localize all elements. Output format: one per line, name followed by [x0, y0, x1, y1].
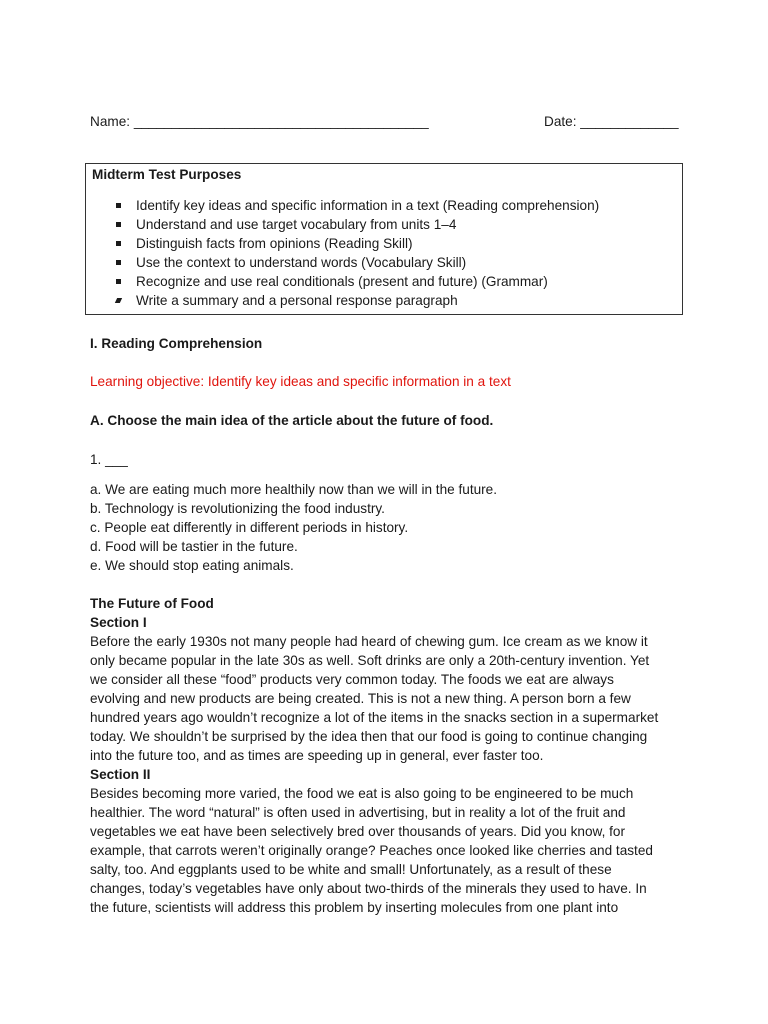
purpose-item: Use the context to understand words (Vocabulary Skill) — [86, 253, 682, 272]
article-line: today. We shouldn’t be surprised by the idea then that our food is going to continue changing — [90, 729, 648, 744]
article-line: changes, today’s vegetables have only about two-thirds of the minerals they used to have. In — [90, 881, 647, 896]
article-line: salty, too. And eggplants used to be white and small! Unfortunately, as a result of these — [90, 862, 612, 877]
square-bullet-icon — [116, 241, 121, 246]
question-a: A. Choose the main idea of the article about the future of food. — [90, 413, 494, 428]
article-line: into the future too, and as times are speeding up in general, ever faster too. — [90, 748, 544, 763]
square-bullet-icon — [116, 203, 121, 208]
article-line: evolving and new products are being created. This is not a new thing. A person born a few — [90, 691, 631, 706]
header-row — [90, 112, 686, 132]
article-line: the future, scientists will address this problem by inserting molecules from one plant into — [90, 900, 619, 915]
article-line: we consider all these “food” products very common today. The foods we eat are always — [90, 672, 614, 687]
square-bullet-icon — [116, 279, 121, 284]
article-line: Besides becoming more varied, the food we eat is also going to be engineered to be much — [90, 786, 634, 801]
section-ii-heading: Section II — [90, 767, 151, 782]
article-line: vegetables we eat have been selectively bred over thousands of years. Did you know, for — [90, 824, 626, 839]
article-line: hundred years ago wouldn’t recognize a lot of the items in the snacks section in a supermarket — [90, 710, 659, 725]
purposes-title: Midterm Test Purposes — [92, 167, 242, 182]
option-item: b. Technology is revolutionizing the food industry. — [90, 501, 385, 516]
article-line: example, that carrots weren’t originally orange? Peaches once looked like cherries and tasted — [90, 843, 653, 858]
date-field[interactable]: Date: _____________ — [544, 114, 679, 129]
purpose-item: Distinguish facts from opinions (Reading Skill) — [86, 234, 682, 253]
purposes-box — [85, 163, 683, 315]
section-i-heading: Section I — [90, 615, 147, 630]
article-title: The Future of Food — [90, 596, 214, 611]
square-bullet-icon — [115, 298, 122, 303]
option-item: e. We should stop eating animals. — [90, 558, 294, 573]
article-line: healthier. The word “natural” is often used in advertising, but in reality a lot of the fruit and — [90, 805, 626, 820]
article — [90, 594, 680, 917]
square-bullet-icon — [116, 222, 121, 227]
learning-objective: Learning objective: Identify key ideas and specific information in a text — [90, 374, 511, 389]
option-item: a. We are eating much more healthily now than we will in the future. — [90, 482, 498, 497]
answer-options — [90, 480, 680, 575]
purpose-item: Recognize and use real conditionals (present and future) (Grammar) — [86, 272, 682, 291]
option-item: d. Food will be tastier in the future. — [90, 539, 298, 554]
purpose-item: Understand and use target vocabulary from units 1–4 — [86, 215, 682, 234]
purposes-list — [86, 196, 682, 310]
section-heading: I. Reading Comprehension — [90, 336, 263, 351]
option-item: c. People eat differently in different periods in history. — [90, 520, 409, 535]
purpose-item: Identify key ideas and specific information in a text (Reading comprehension) — [86, 196, 682, 215]
answer-blank[interactable]: 1. ___ — [90, 452, 128, 467]
name-field[interactable]: Name: _______________________________________ — [90, 114, 429, 129]
purpose-item: Write a summary and a personal response paragraph — [86, 291, 682, 310]
square-bullet-icon — [116, 260, 121, 265]
article-line: only became popular in the late 30s as well. Soft drinks are only a 20th-century invention. Yet — [90, 653, 650, 668]
article-line: Before the early 1930s not many people had heard of chewing gum. Ice cream as we know it — [90, 634, 648, 649]
